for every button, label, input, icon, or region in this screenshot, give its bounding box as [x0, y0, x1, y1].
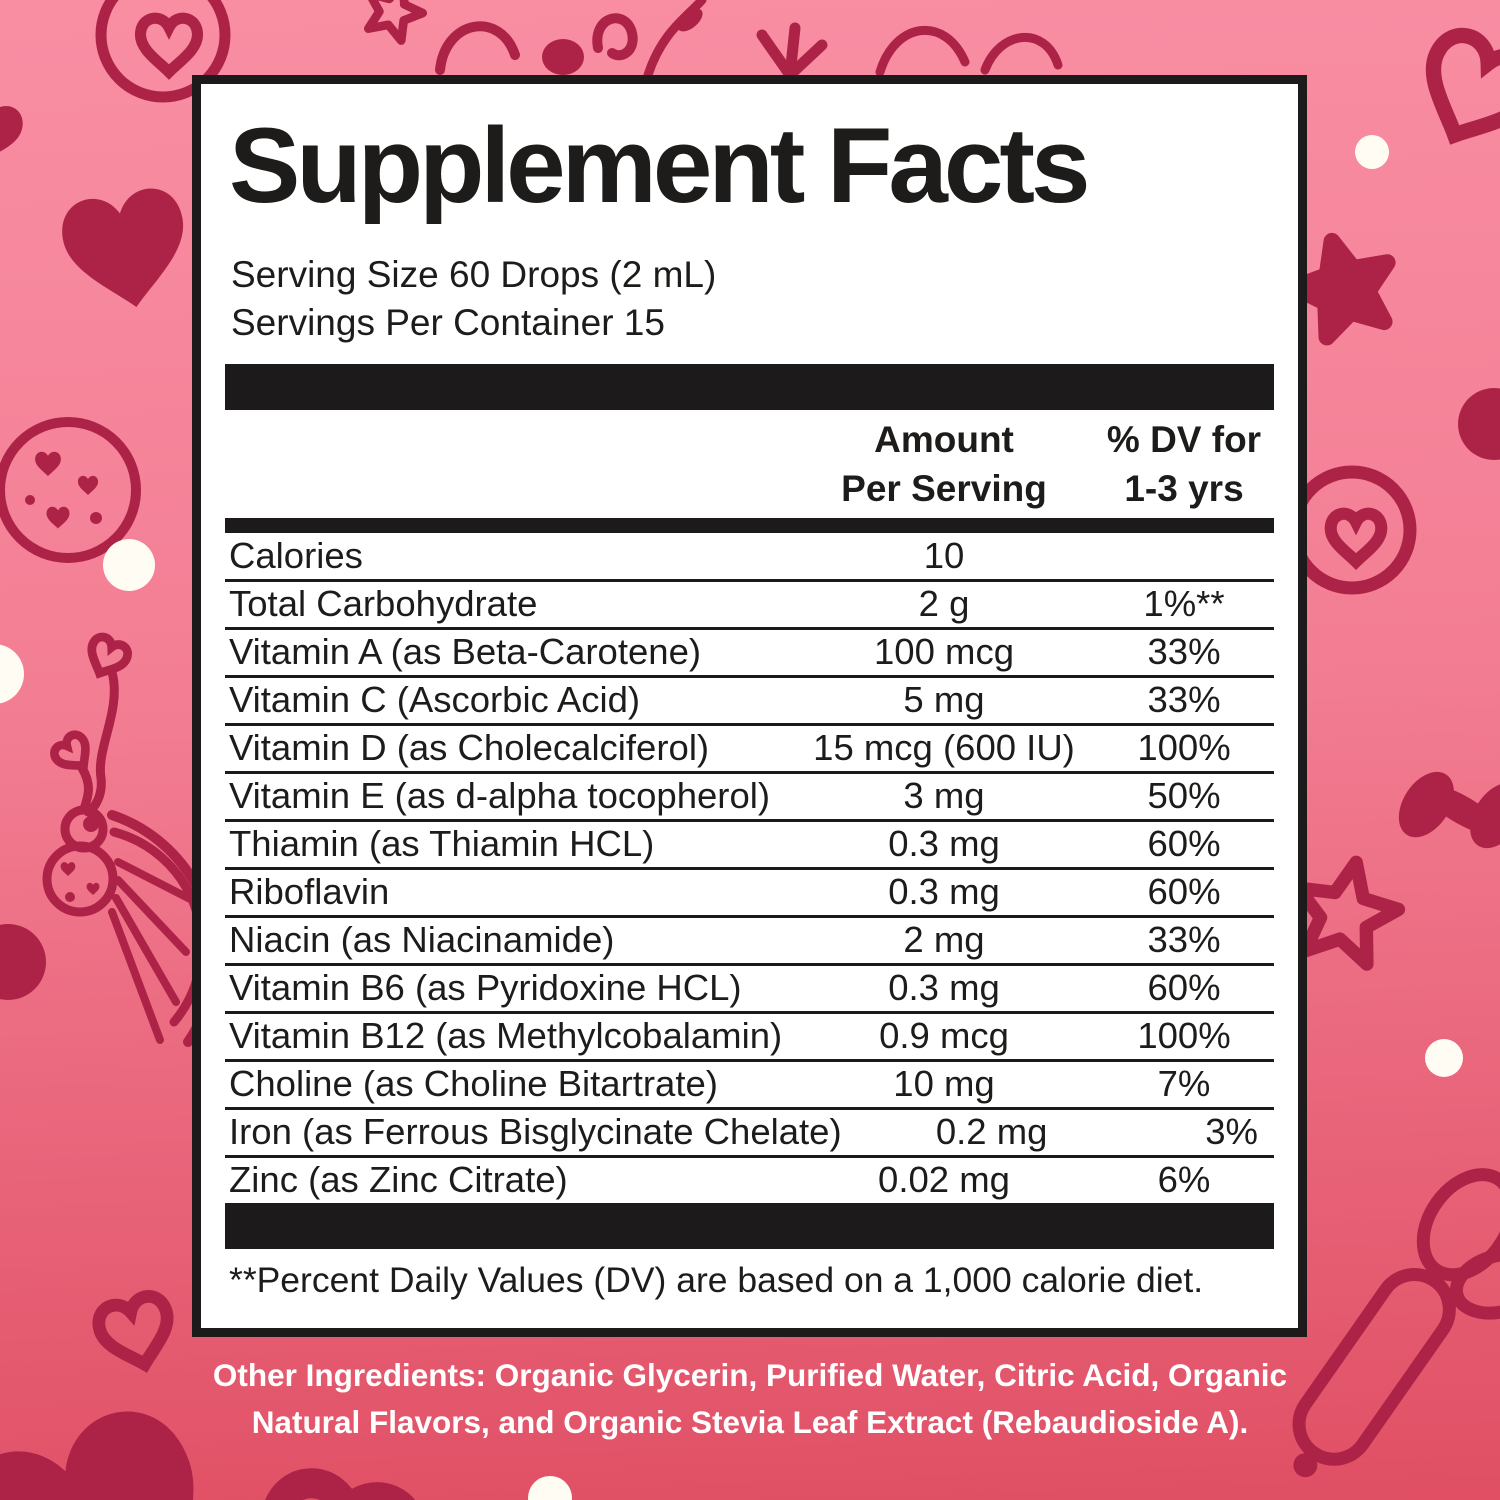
heart-outline-doodle: [257, 1477, 419, 1500]
servings-per-container: Servings Per Container 15: [231, 301, 665, 343]
red-dot: [1458, 388, 1500, 460]
nutrient-amount: 100 mcg: [874, 631, 1014, 673]
white-dot: [1425, 1039, 1463, 1077]
table-row: [225, 723, 1274, 771]
swirl-heart-doodle: [1294, 472, 1410, 588]
nutrient-name: Total Carbohydrate: [229, 583, 538, 625]
star-doodle: [358, 0, 430, 44]
nutrient-amount: 3 mg: [903, 775, 985, 817]
table-row: [225, 867, 1274, 915]
nutrient-dv: 60%: [1147, 823, 1221, 865]
filled-heart-doodle: [57, 184, 196, 318]
table-row: [225, 1059, 1274, 1107]
nutrient-dv: 6%: [1157, 1159, 1211, 1201]
table-row: [225, 1155, 1274, 1203]
dv-footnote: **Percent Daily Values (DV) are based on a 1,000 calorie diet.: [229, 1259, 1204, 1300]
nutrient-name: Vitamin B6 (as Pyridoxine HCL): [229, 967, 742, 1009]
wing-doodle: [880, 30, 965, 72]
supplement-facts-panel: [192, 75, 1307, 1337]
nutrient-name: Vitamin B12 (as Methylcobalamin): [229, 1015, 783, 1057]
divider-bar-bottom: [225, 1203, 1274, 1249]
nutrient-name: Choline (as Choline Bitartrate): [229, 1063, 718, 1105]
nutrient-amount: 15 mcg (600 IU): [813, 727, 1075, 769]
amount-column-header: Amount Per Serving: [841, 418, 1047, 509]
white-dot: [103, 539, 155, 591]
table-row: [225, 533, 1274, 579]
nutrient-name: Vitamin D (as Cholecalciferol): [229, 727, 710, 769]
nutrient-dv: 100%: [1137, 1015, 1231, 1057]
nutrient-name: Zinc (as Zinc Citrate): [229, 1159, 568, 1201]
nutrient-amount: 0.3 mg: [888, 823, 1000, 865]
serving-size: Serving Size 60 Drops (2 mL): [231, 254, 717, 296]
other-ingredients-text: Other Ingredients: Organic Glycerin, Purified Water, Citric Acid, Organic Natural Flavors, and Organic Stevia Leaf Extract (Rebaudioside A).: [212, 1357, 1288, 1441]
table-row: [225, 963, 1274, 1011]
white-dot: [528, 1476, 572, 1500]
nutrient-name: Vitamin C (Ascorbic Acid): [229, 679, 641, 721]
nutrient-amount: 0.3 mg: [888, 967, 1000, 1009]
nutrient-name: Vitamin E (as d-alpha tocopherol): [229, 775, 771, 817]
bow-doodle: [1371, 726, 1500, 894]
nutrient-amount: 10: [923, 534, 965, 576]
table-row: [225, 579, 1274, 627]
table-row: [225, 627, 1274, 675]
nutrient-name: Niacin (as Niacinamide): [229, 919, 615, 961]
scribble-doodle: [597, 18, 632, 55]
filled-heart-doodle: [0, 94, 27, 172]
panel-title: Supplement Facts: [229, 105, 1087, 225]
table-row: [225, 771, 1274, 819]
nutrient-dv: 50%: [1147, 775, 1221, 817]
dv-column-header: % DV for 1-3 yrs: [1106, 418, 1262, 509]
nutrient-dv: 33%: [1147, 919, 1221, 961]
nutrient-amount: 0.9 mcg: [879, 1015, 1009, 1057]
table-row: [225, 819, 1274, 867]
nutrient-name: Riboflavin: [229, 871, 390, 913]
nutrient-dv: 60%: [1147, 967, 1221, 1009]
nutrient-dv: 1%**: [1143, 583, 1225, 625]
divider-bar-top: [225, 364, 1274, 410]
nutrient-amount: 0.2 mg: [935, 1111, 1048, 1153]
nutrient-amount: 0.02 mg: [878, 1159, 1010, 1201]
ladybug-doodle: [47, 634, 214, 1042]
nutrient-name: Thiamin (as Thiamin HCL): [229, 823, 655, 865]
red-dot: [0, 924, 46, 1000]
nutrient-dv: 33%: [1147, 631, 1221, 673]
nutrient-dv: 100%: [1137, 727, 1231, 769]
nutrient-amount: 2 mg: [903, 919, 985, 961]
white-dot: [1355, 135, 1389, 169]
table-row: [225, 1011, 1274, 1059]
nutrient-amount: 0.3 mg: [888, 871, 1000, 913]
table-row: [225, 915, 1274, 963]
heart-outline-doodle: [95, 1292, 178, 1373]
divider-bar-header: [225, 518, 1274, 533]
nutrient-name: Calories: [229, 534, 363, 576]
nutrient-name: Vitamin A (as Beta-Carotene): [229, 631, 702, 673]
wing-doodle: [985, 37, 1058, 70]
nutrient-name: Iron (as Ferrous Bisglycinate Chelate): [229, 1111, 842, 1153]
nutrient-dv: 60%: [1147, 871, 1221, 913]
nutrient-amount: 2 g: [918, 583, 970, 625]
cookie-doodle: [0, 422, 136, 558]
table-row: [225, 1107, 1274, 1155]
claw-doodle: [762, 28, 822, 75]
heart-outline-doodle: [1409, 27, 1500, 156]
nutrient-amount: 10 mg: [893, 1063, 995, 1105]
scribble-doodle: [440, 26, 515, 70]
nutrient-dv: 3%: [1205, 1111, 1259, 1153]
red-dot: [542, 39, 584, 75]
table-row: [225, 675, 1274, 723]
white-dot: [0, 644, 24, 704]
table-header: [225, 410, 1274, 518]
nutrient-dv: 7%: [1157, 1063, 1211, 1105]
nutrient-amount: 5 mg: [903, 679, 985, 721]
nutrient-dv: 33%: [1147, 679, 1221, 721]
